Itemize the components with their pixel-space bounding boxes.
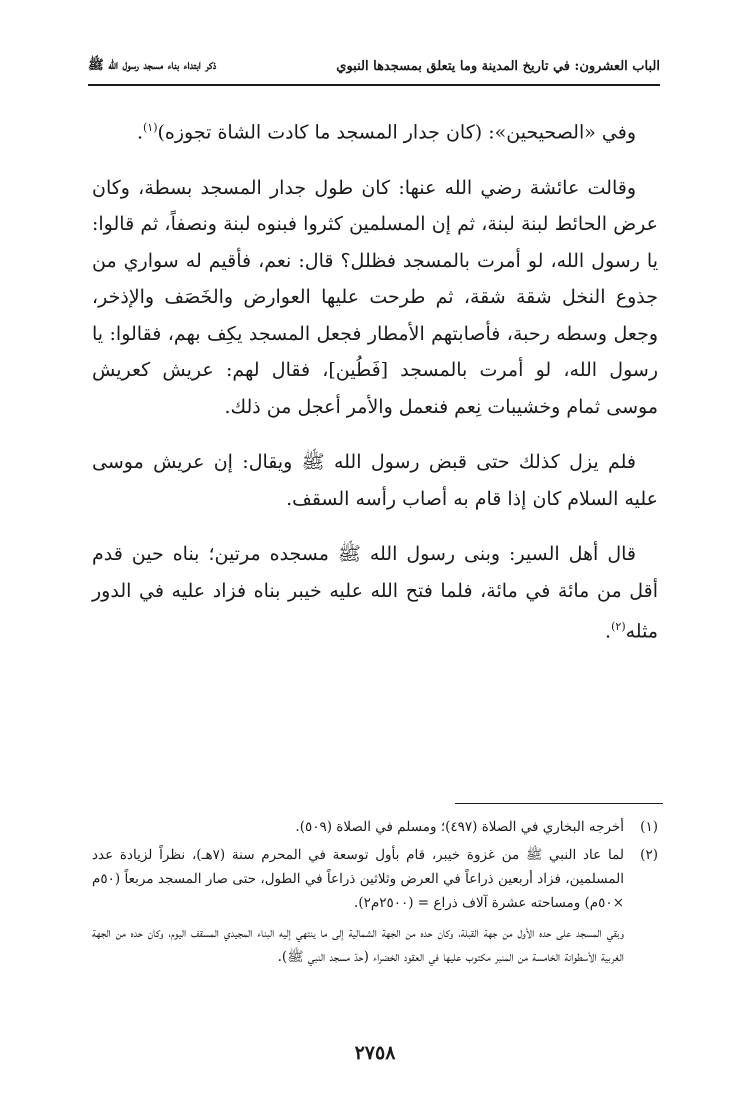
footnote-text: أخرجه البخاري في الصلاة (٤٩٧)؛ ومسلم في الصلاة (٥٠٩). (295, 819, 624, 835)
footnotes (92, 815, 658, 969)
paragraph-end: . (605, 620, 612, 643)
paragraph-text: قال أهل السير: وبنى رسول الله ﷺ مسجده مرتين؛ بناه حين قدم أقل من مائة في مائة، فلما فتح الله عليه خيبر بناه فزاد عليه في الدور مثله (92, 543, 658, 643)
header-chapter-title: الباب العشرون: في تاريخ المدينة وما يتعلق بمسجدها النبوي (336, 58, 660, 74)
footnote-text: لما عاد النبي ﷺ من غزوة خيبر، قام بأول توسعة في المحرم سنة (٧هـ)، نظراً لزيادة عدد المسلمين، فزاد أربعين ذراعاً في العرض وثلاثين ذراعاً في الطول، حتى صار المسجد مربعاً (٥٠م ×٥٠م) ومساحته عشرة آلاف ذراع = (٢٥٠٠م٢). (92, 847, 624, 911)
footnote-number: (٢) (640, 847, 658, 863)
footnote-number: (١) (640, 819, 658, 835)
page-number: ٢٧٥٨ (354, 1042, 396, 1064)
footnote-ref: (٢) (611, 620, 626, 634)
header-section-title: ذكر ابتداء بناء مسجد رسول الله ﷺ (88, 57, 217, 73)
main-text (92, 110, 658, 669)
footnote-continuation: وبقي المسجد على حده الأول من جهة القبلة، وكان حده من الجهة الشمالية إلى ما ينتهي إليه البناء المجيدي المسقف اليوم، وكان حده من الجهة الغربية الأسطوانة الخامسة من المنبر مكتوب عليها في العقود الخضراء (حدّ مسجد النبي ﷺ). (92, 925, 624, 965)
footnote (92, 815, 658, 839)
paragraph-text: وقالت عائشة رضي الله عنها: كان طول جدار المسجد بسطة، وكان عرض الحائط لبنة لبنة، ثم إن المسلمين كثروا فبنوه لبنة ونصفاً، ثم قالوا: يا رسول الله، لو أمرت بالمسجد فظلل؟ قال: نعم، فأقيم له سواري من جذوع النخل شقة شقة، ثم طرحت عليها العوارض والخَصَف والإذخر، وجعل وسطه رحبة، فأصابتهم الأمطار فجعل المسجد يكِف بهم، فقالوا: يا رسول الله، لو أمرت بالمسجد [فَطُين]، فقال لهم: عريش كعريش موسى ثمام وخشيبات نِعم فنعمل والأمر أعجل من ذلك. (92, 176, 658, 418)
header-divider (88, 84, 660, 86)
footnote-divider (455, 803, 663, 804)
paragraph (92, 444, 658, 517)
paragraph-text: فلم يزل كذلك حتى قبض رسول الله ﷺ ويقال: إن عريش موسى عليه السلام كان إذا قام به أصاب رأسه السقف. (92, 451, 658, 510)
paragraph (92, 170, 658, 426)
paragraph (92, 536, 658, 650)
footnote-ref: (١) (142, 121, 158, 134)
running-header (88, 48, 660, 84)
footnote (92, 843, 658, 915)
paragraph (92, 110, 658, 151)
paragraph-text: وفي «الصحيحين»: (كان جدار المسجد ما كادت الشاة تجوزه) (157, 121, 636, 144)
paragraph-end: . (136, 121, 143, 144)
